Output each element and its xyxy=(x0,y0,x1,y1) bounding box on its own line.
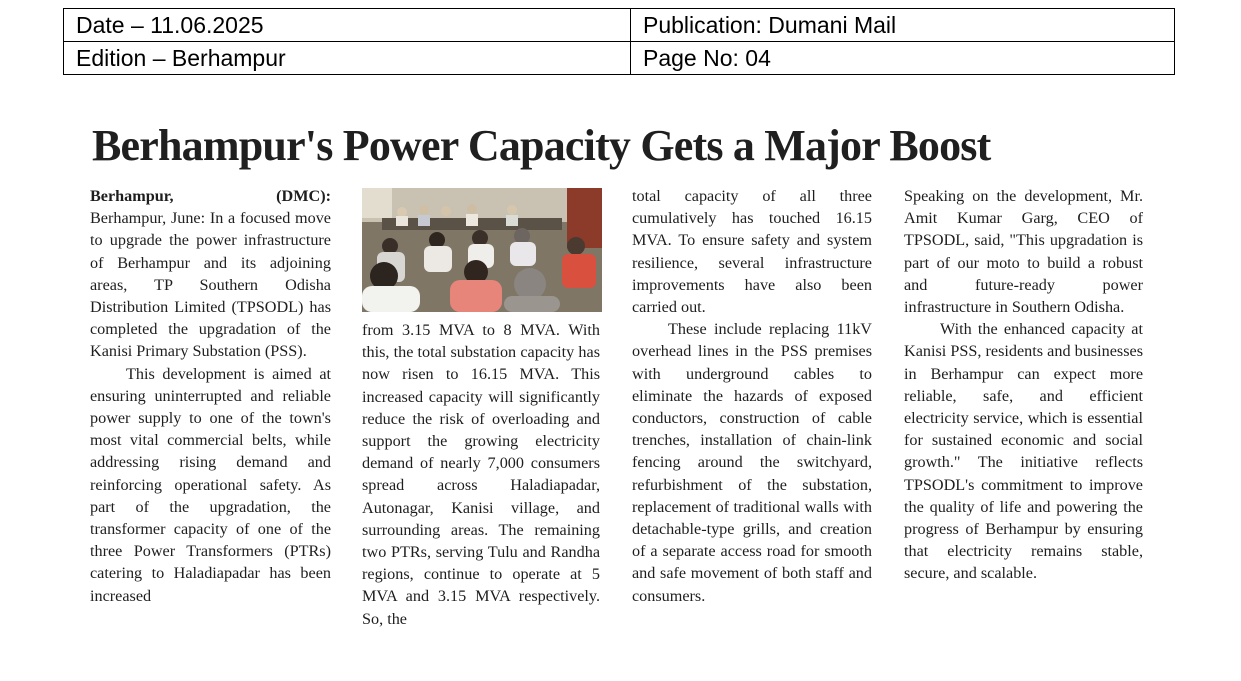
date-cell: Date – 11.06.2025 xyxy=(64,9,631,42)
article-column-3 xyxy=(632,185,872,607)
paragraph-conclusion: With the enhanced capacity at Kanisi PSS, residents and businesses in Berhampur can expect more reliable, safe, and efficient electricity service, which is essential for sustained economic and social growth." The initiative reflects TPSODL's commitment to improve the quality of life and powering the progress of Berhampur by ensuring that electricity remains stable, secure, and scalable. xyxy=(904,320,1143,583)
paragraph-capacity: from 3.15 MVA to 8 MVA. With this, the total substation capacity has now risen to 16.15 MVA. This increased capacity will significantly reduce the risk of overloading and support the growing electricity demand of nearly 7,000 consumers spread across Haladiapadar, Autonagar, Kanisi village, and surrounding areas. The remaining two PTRs, serving Tulu and Randha regions, continue to operate at 5 MVA and 3.15 MVA respectively. So, the xyxy=(362,321,600,628)
dateline-source: (DMC): xyxy=(276,187,331,205)
publication-info-table xyxy=(63,8,1175,75)
article-headline: Berhampur's Power Capacity Gets a Major Boost xyxy=(92,121,991,170)
paragraph-improvements: These include replacing 11kV overhead lines in the PSS premises with underground cables to eliminate the hazards of exposed conductors, construction of cable trenches, installation of chain-link fencing around the switchyard, refurbishment of the substation, replacement of traditional walls with detachable-type grills, and creation of a separate access road for smooth and safe movement of both staff and consumers. xyxy=(632,320,872,605)
meeting-photo-icon xyxy=(362,188,602,312)
page-number-cell: Page No: 04 xyxy=(631,42,1175,75)
meeting-photo xyxy=(362,188,602,312)
paragraph-total-capacity: total capacity of all three cumulatively has touched 16.15 MVA. To ensure safety and system resilience, several infrastructure improvements have also been carried out. xyxy=(632,187,872,317)
info-row-1 xyxy=(64,9,1175,42)
article-column-4 xyxy=(904,185,1143,585)
article-column-2 xyxy=(362,319,600,630)
dateline xyxy=(90,185,331,207)
paragraph-ceo-quote: Speaking on the development, Mr. Amit Kumar Garg, CEO of TPSODL, said, "This upgradation is part of our moto to build a robust and future-ready power infrastructure in Southern Odisha. xyxy=(904,187,1143,317)
paragraph-development: This development is aimed at ensuring uninterrupted and reliable power supply to one of the town's most vital commercial belts, while addressing rising demand and reinforcing operational safety. As part of the upgradation, the transformer capacity of one of the three Power Transformers (PTRs) catering to Haladiapadar has been increased xyxy=(90,364,331,605)
article-column-1 xyxy=(90,185,331,607)
edition-cell: Edition – Berhampur xyxy=(64,42,631,75)
paragraph-intro: Berhampur, June: In a focused move to upgrade the power infrastructure of Berhampur and its adjoining areas, TP Southern Odisha Distribution Limited (TPSODL) has completed the upgradation of the Kanisi Primary Substation (PSS). xyxy=(90,209,331,361)
publication-cell: Publication: Dumani Mail xyxy=(631,9,1175,42)
dateline-place: Berhampur, xyxy=(90,187,174,205)
info-row-2 xyxy=(64,42,1175,75)
